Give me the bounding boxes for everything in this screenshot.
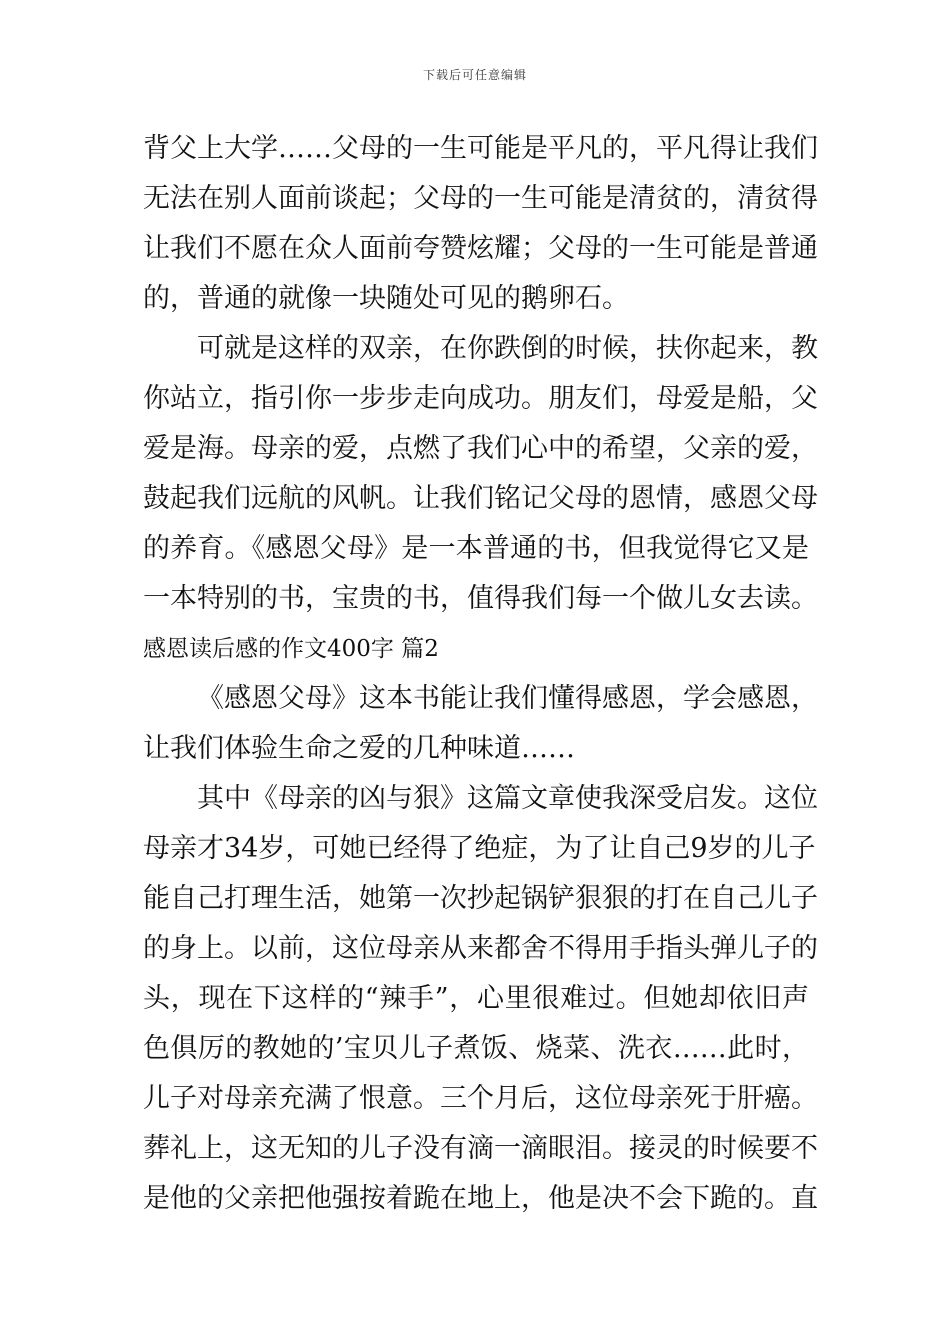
text-line: 葬礼上，这无知的儿子没有滴一滴眼泪。接灵的时候要不	[143, 1133, 818, 1164]
text-line: 的身上。以前，这位母亲从来都舍不得用手指头弹儿子的	[143, 933, 818, 964]
document-body	[143, 124, 818, 1224]
text-line: 是他的父亲把他强按着跪在地上，他是决不会下跪的。直	[143, 1183, 818, 1214]
text-line: 一本特别的书，宝贵的书，值得我们每一个做儿女去读。	[143, 583, 818, 614]
paragraph-1	[143, 124, 818, 324]
text-line: 可就是这样的双亲，在你跌倒的时候，扶你起来，教	[197, 333, 818, 364]
page-header: 下载后可任意编辑	[422, 68, 527, 82]
text-line: 其中《母亲的凶与狠》这篇文章使我深受启发。这位	[197, 783, 818, 814]
text-line: 儿子对母亲充满了恨意。三个月后，这位母亲死于肝癌。	[143, 1083, 818, 1114]
text-line: 让我们体验生命之爱的几种味道……	[143, 733, 575, 764]
text-line: 鼓起我们远航的风帆。让我们铭记父母的恩情，感恩父母	[143, 483, 818, 514]
paragraph-3	[143, 674, 818, 774]
text-line: 能自己打理生活，她第一次抄起锅铲狠狠的打在自己儿子	[143, 883, 818, 914]
text-line: 让我们不愿在众人面前夸赞炫耀；父母的一生可能是普通	[143, 233, 818, 264]
text-line: 无法在别人面前谈起；父母的一生可能是清贫的，清贫得	[143, 183, 818, 214]
paragraph-2	[143, 324, 818, 624]
text-line: 的养育。《感恩父母》是一本普通的书，但我觉得它又是	[143, 533, 809, 564]
section-heading: 感恩读后感的作文400字 篇2	[143, 636, 439, 662]
text-line: 《感恩父母》这本书能让我们懂得感恩，学会感恩，	[197, 683, 818, 714]
text-line: 爱是海。母亲的爱，点燃了我们心中的希望，父亲的爱，	[143, 433, 818, 464]
text-line: 头，现在下这样的“辣手”，心里很难过。但她却依旧声	[143, 983, 809, 1014]
text-line: 色俱厉的教她的’宝贝儿子煮饭、烧菜、洗衣……此时，	[143, 1033, 809, 1064]
paragraph-4	[143, 774, 818, 1224]
text-line: 背父上大学……父母的一生可能是平凡的，平凡得让我们	[143, 133, 818, 164]
text-line: 母亲才34岁，可她已经得了绝症，为了让自己9岁的儿子	[143, 833, 816, 864]
text-line: 你站立，指引你一步步走向成功。朋友们，母爱是船，父	[143, 383, 818, 414]
text-line: 的，普通的就像一块随处可见的鹅卵石。	[143, 283, 629, 314]
